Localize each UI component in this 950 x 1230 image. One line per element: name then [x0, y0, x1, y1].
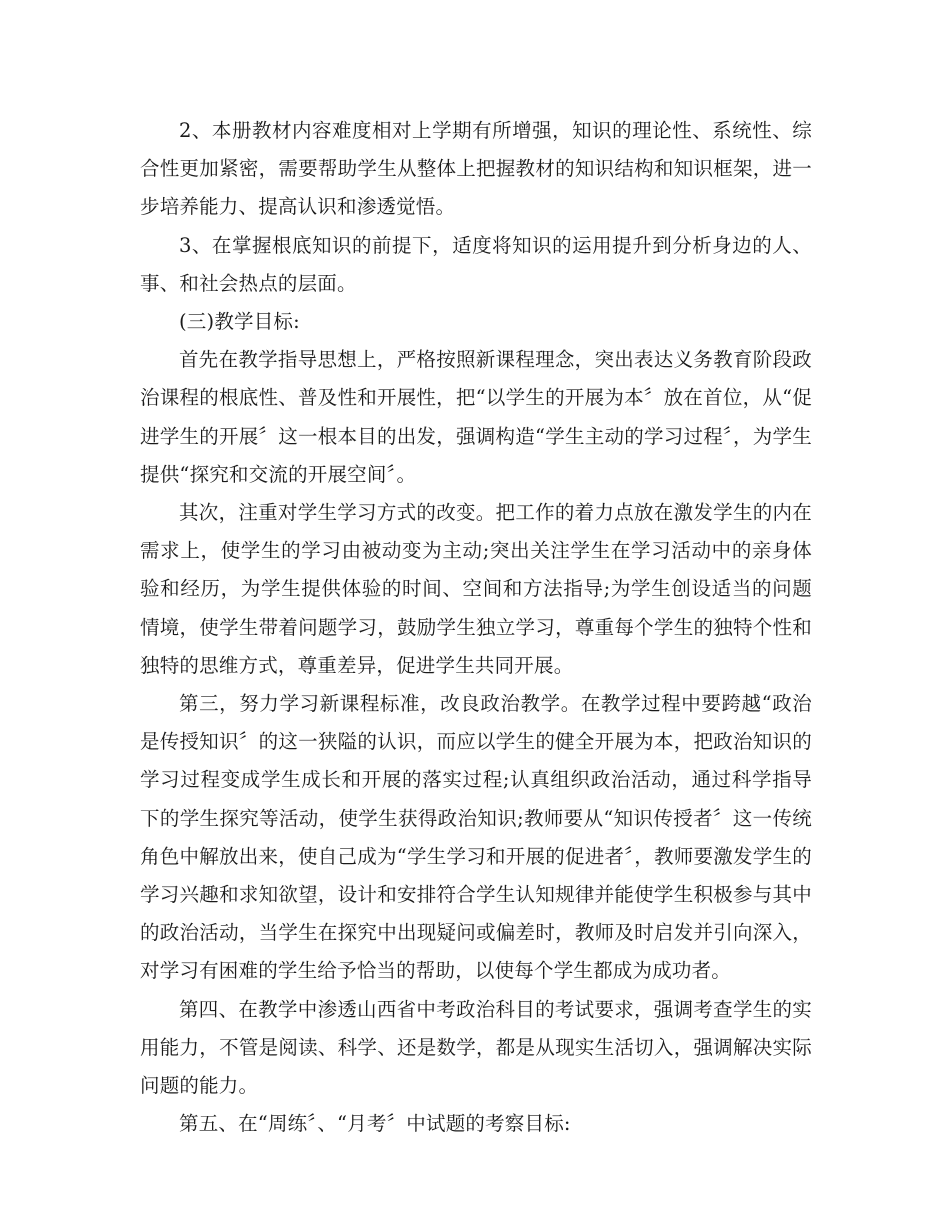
- paragraph-fourth: 第四、在教学中渗透山西省中考政治科目的考试要求，强调考查学生的实用能力，不管是阅读、科学、还是数学，都是从现实生活切入，强调解决实际问题的能力。: [140, 997, 812, 1098]
- paragraph-item-3: 3、在掌握根底知识的前提下，适度将知识的运用提升到分析身边的人、事、和社会热点的层面。: [140, 233, 812, 295]
- section-heading-teaching-goals: (三)教学目标:: [179, 310, 300, 334]
- document-body: [140, 112, 812, 1143]
- paragraph-fifth: 第五、在“周练〞、“月考〞中试题的考察目标:: [179, 1112, 571, 1136]
- paragraph-second: 其次，注重对学生学习方式的改变。把工作的着力点放在激发学生的内在需求上，使学生的学习由被动变为主动;突出关注学生在学习活动中的亲身体验和经历，为学生提供体验的时间、空间和方法指导;为学生创设适当的问题情境，使学生带着问题学习，鼓励学生独立学习，尊重每个学生的独特个性和独特的思维方式，尊重差异，促进学生共同开展。: [140, 501, 812, 677]
- paragraph-first: 首先在教学指导思想上，严格按照新课程理念，突出表达义务教育阶段政治课程的根底性、普及性和开展性，把“以学生的开展为本〞放在首位，从“促进学生的开展〞这一根本目的出发，强调构造“学生主动的学习过程〞，为学生提供“探究和交流的开展空间〞。: [140, 348, 812, 486]
- paragraph-third: 第三，努力学习新课程标准，改良政治教学。在教学过程中要跨越“政治是传授知识〞的这一狭隘的认识，而应以学生的健全开展为本，把政治知识的学习过程变成学生成长和开展的落实过程;认真组织政治活动，通过科学指导下的学生探究等活动，使学生获得政治知识;教师要从“知识传授者〞这一传统角色中解放出来，使自己成为“学生学习和开展的促进者〞，教师要激发学生的学习兴趣和求知欲望，设计和安排符合学生认知规律并能使学生积极参与其中的政治活动，当学生在探究中出现疑问或偏差时，教师及时启发并引向深入，对学习有困难的学生给予恰当的帮助，以使每个学生都成为成功者。: [140, 692, 812, 983]
- paragraph-item-2: 2、本册教材内容难度相对上学期有所增强，知识的理论性、系统性、综合性更加紧密，需要帮助学生从整体上把握教材的知识结构和知识框架，进一步培养能力、提高认识和渗透觉悟。: [140, 119, 812, 219]
